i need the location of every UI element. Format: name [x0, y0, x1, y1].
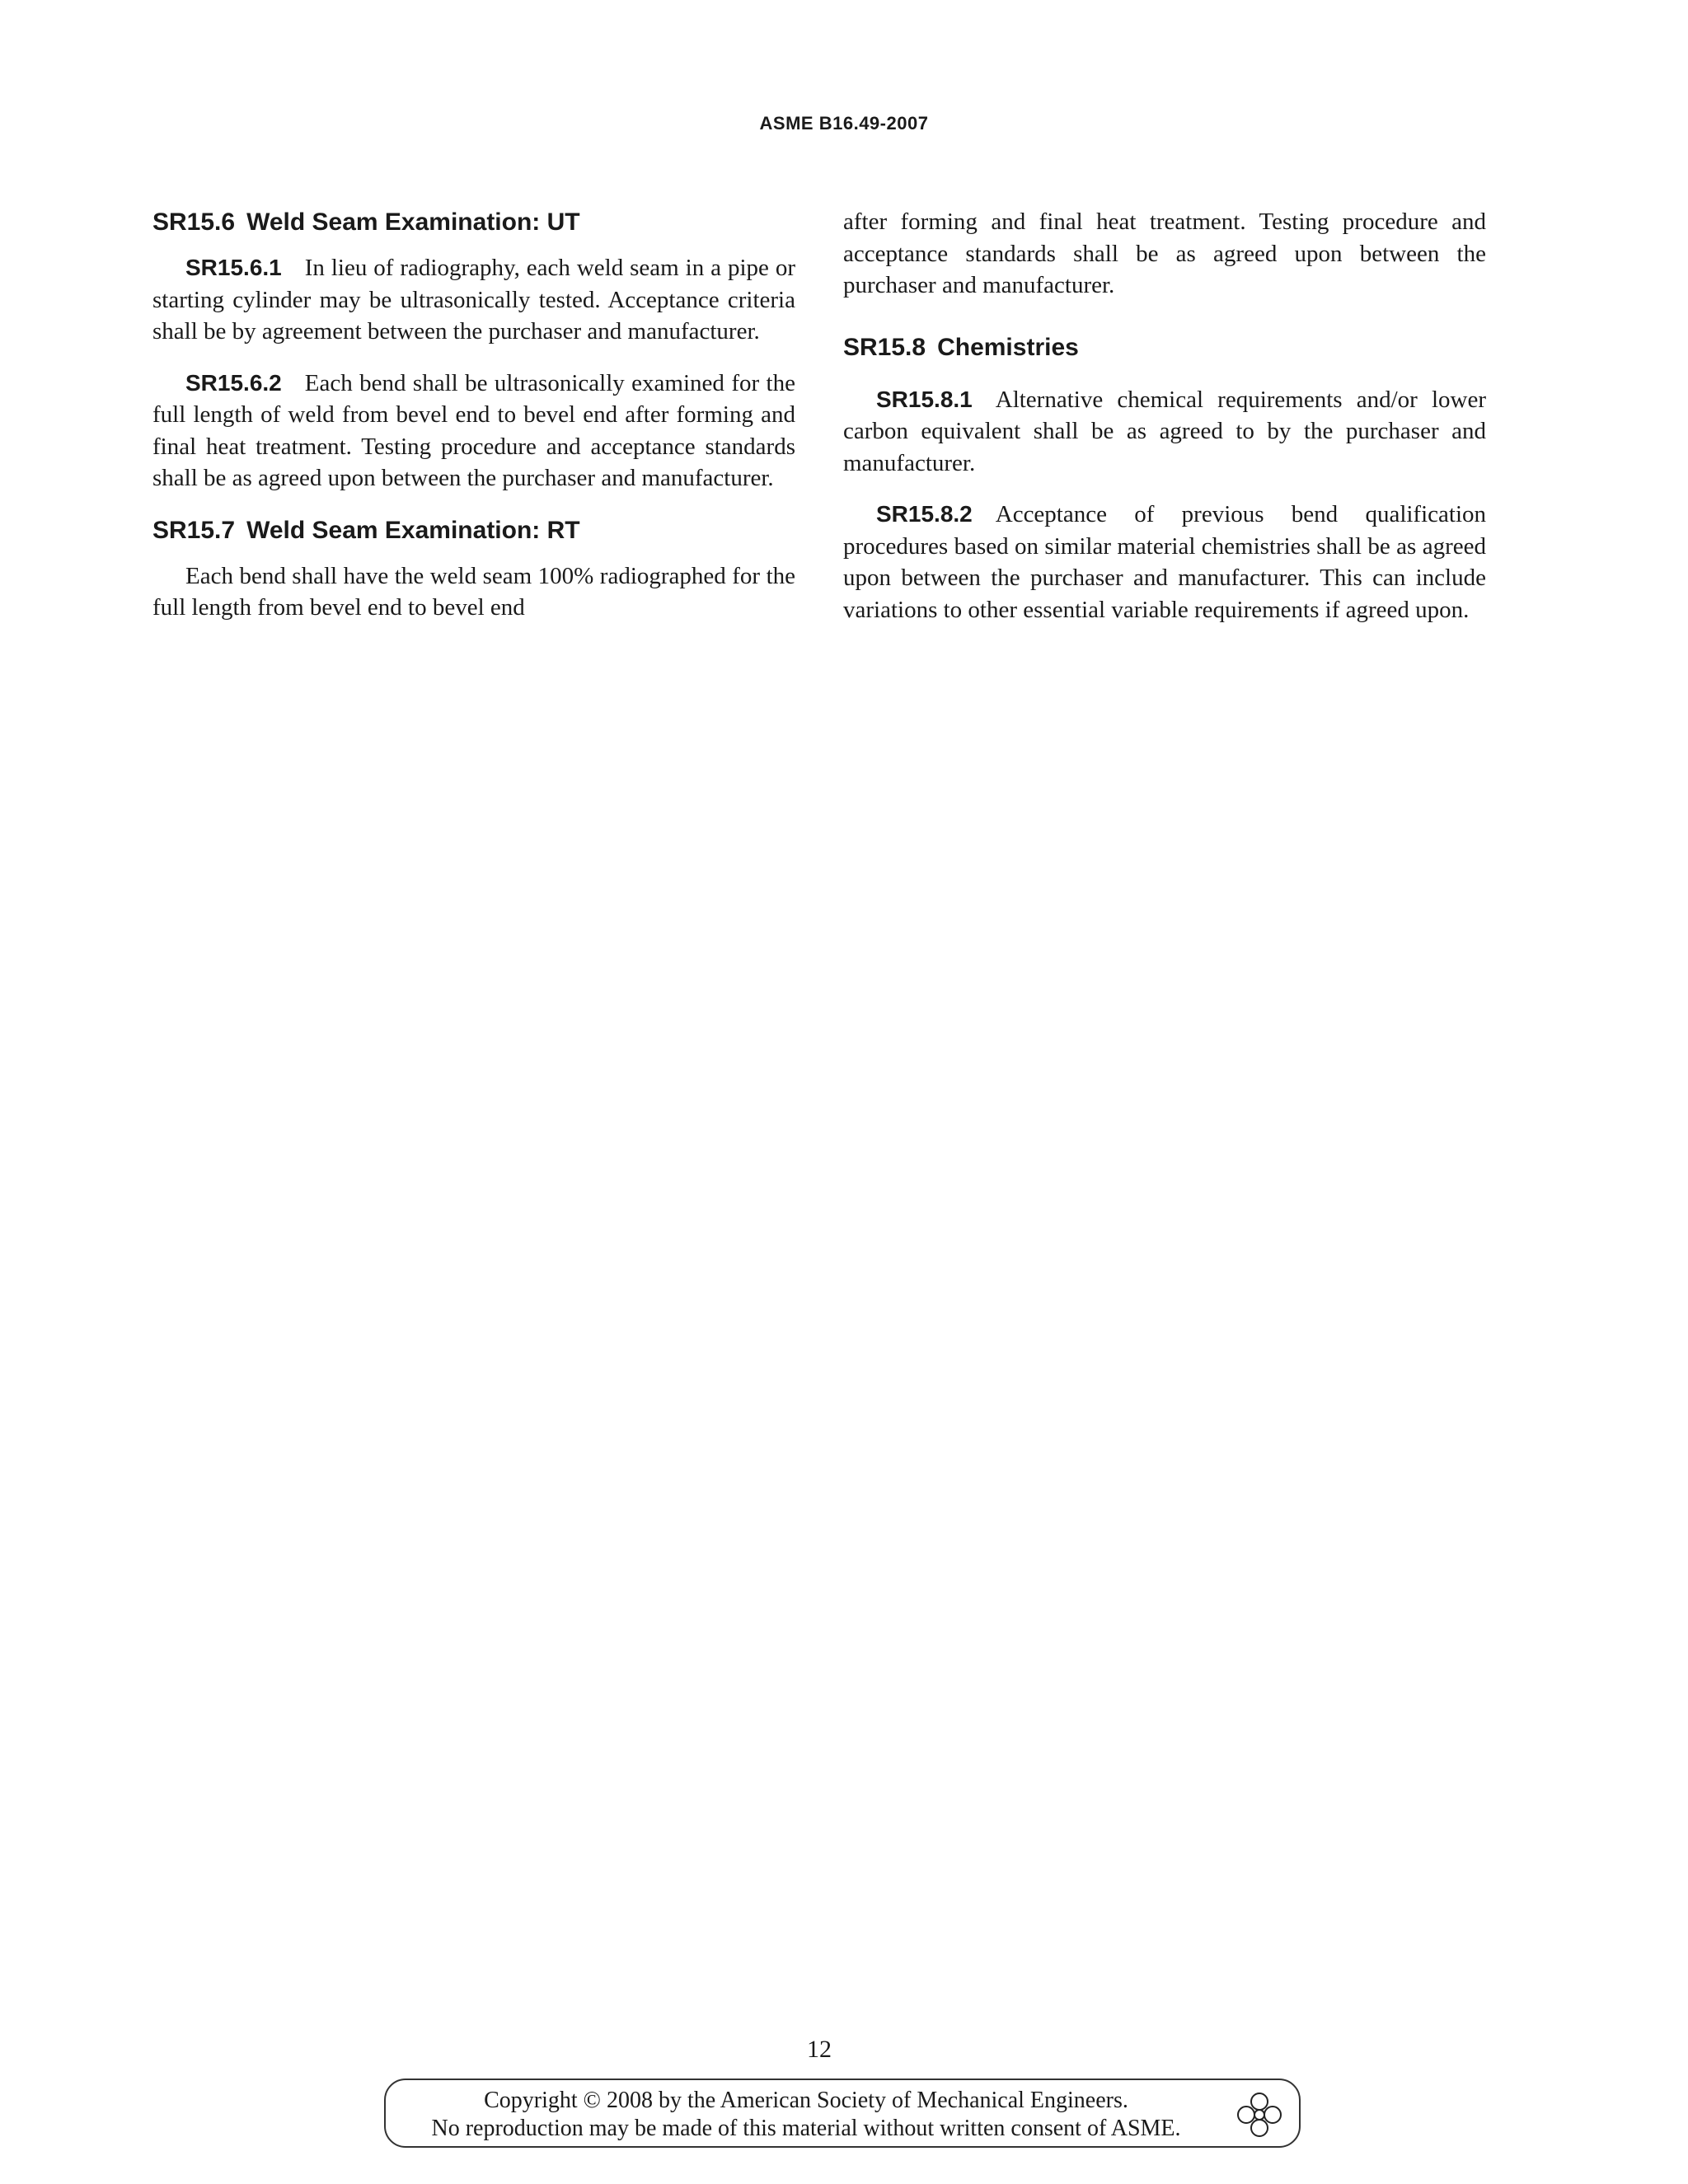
section-heading-sr15-7 — [152, 514, 795, 547]
paragraph-sr15-6-1 — [152, 252, 795, 348]
copyright-text — [386, 2087, 1226, 2143]
subsection-number: SR15.6.2 — [185, 369, 282, 396]
section-title: Weld Seam Examination: RT — [246, 516, 580, 544]
left-column — [152, 206, 795, 624]
copyright-line-2: No reproduction may be made of this material without written consent of ASME. — [431, 2116, 1181, 2141]
copyright-notice — [384, 2079, 1301, 2148]
section-title: Weld Seam Examination: UT — [246, 209, 580, 236]
subsection-number: SR15.6.1 — [185, 255, 282, 280]
paragraph-sr15-7: Each bend shall have the weld seam 100% radiographed for the full length from bevel end to bevel end — [152, 562, 795, 621]
paragraph-continuation: after forming and final heat treatment. Testing procedure and acceptance standards shall be as agreed upon between the purchaser and manufacturer. — [843, 209, 1486, 298]
paragraph-sr15-8-2 — [843, 499, 1486, 626]
paragraph-text: Acceptance of previous bend qualification procedures based on similar material chemistries shall be as agreed upon between the purchaser and manufacturer. This can include variations to other essential variable requirements if agreed upon. — [843, 501, 1486, 623]
section-heading-sr15-8 — [843, 331, 1486, 364]
page-number: 12 — [807, 2036, 832, 2063]
paragraph-sr15-8-1 — [843, 384, 1486, 480]
asme-logo-icon — [1236, 2092, 1282, 2138]
running-head: ASME B16.49-2007 — [759, 113, 929, 134]
paragraph-text: Each bend shall be ultrasonically examined for the full length of weld from bevel end to bevel end after forming and final heat treatment. Testing procedure and acceptance standards shall be as agreed upon between the purchaser and manufacturer. — [152, 369, 795, 491]
paragraph-text: In lieu of radiography, each weld seam in a pipe or starting cylinder may be ultrasonically tested. Acceptance criteria shall be by agreement between the purchaser and manufacturer. — [152, 255, 795, 344]
section-number: SR15.8 — [843, 333, 926, 361]
subsection-number: SR15.8.2 — [876, 501, 973, 527]
section-title: Chemistries — [937, 333, 1079, 361]
copyright-line-1: Copyright © 2008 by the American Society of Mechanical Engineers. — [484, 2088, 1128, 2113]
right-column — [843, 206, 1486, 626]
section-heading-sr15-6 — [152, 206, 795, 239]
paragraph-text: Alternative chemical requirements and/or lower carbon equivalent shall be as agreed to by the purchaser and manufacturer. — [843, 386, 1486, 476]
section-number: SR15.6 — [152, 209, 236, 236]
section-number: SR15.7 — [152, 516, 236, 544]
paragraph-sr15-6-2 — [152, 368, 795, 494]
subsection-number: SR15.8.1 — [876, 386, 973, 412]
